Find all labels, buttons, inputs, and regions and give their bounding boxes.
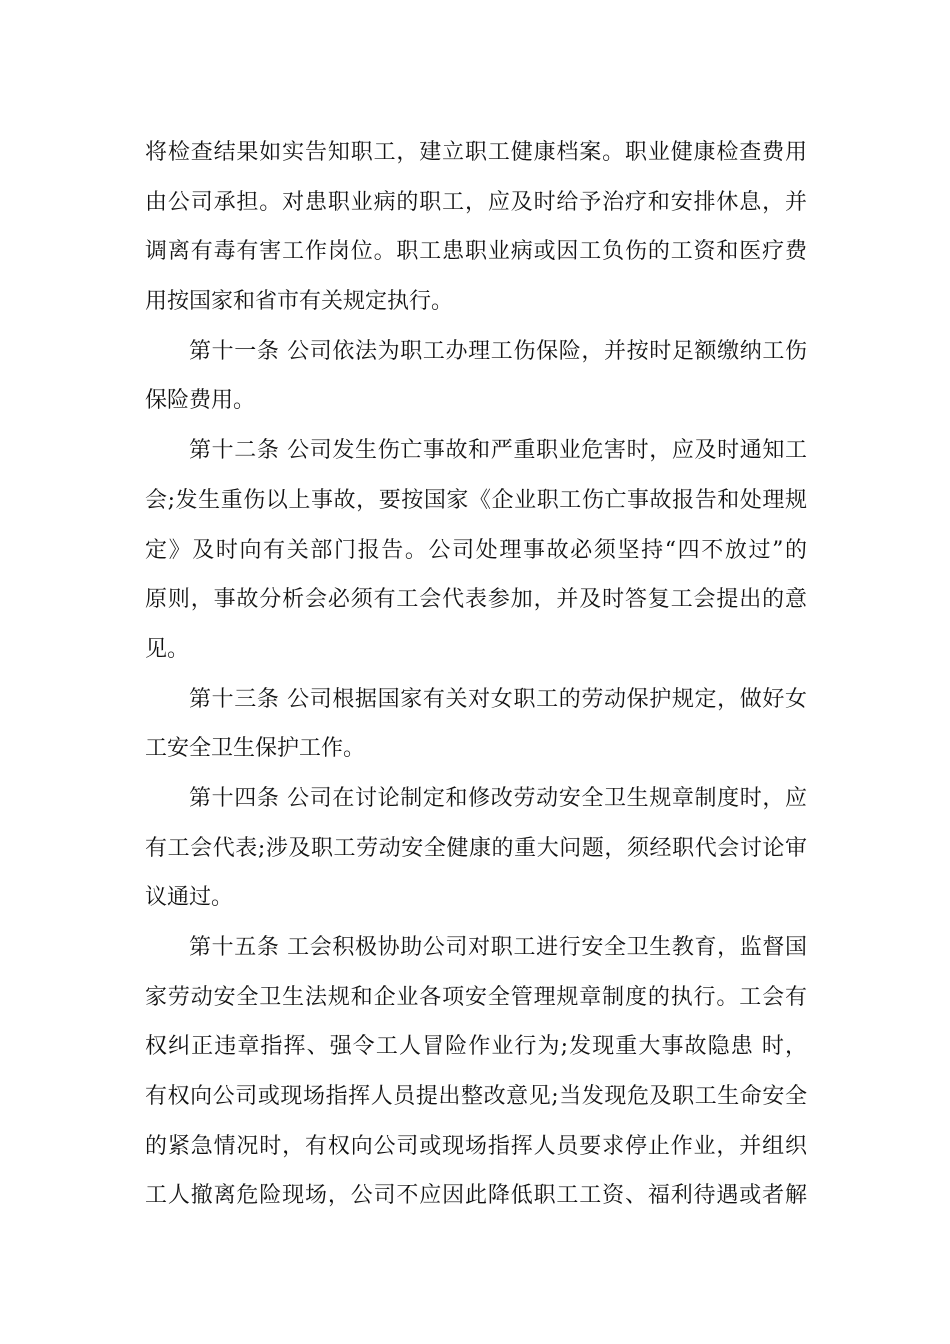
text-line: 议通过。 <box>145 885 234 911</box>
text-line: 将检查结果如实告知职工，建立职工健康档案。职业健康检查费用 <box>145 140 807 165</box>
text-line: 工人撤离危险现场，公司不应因此降低职工工资、福利待遇或者解 <box>145 1183 807 1209</box>
article-15-line: 第十五条 工会积极协助公司对职工进行安全卫生教育，监督国 <box>189 935 807 960</box>
document-body <box>145 128 807 1221</box>
text-line: 的紧急情况时，有权向公司或现场指挥人员要求停止作业，并组织 <box>145 1133 807 1159</box>
text-line: 原则，事故分析会必须有工会代表参加，并及时答复工会提出的意 <box>145 587 807 613</box>
text-line: 调离有毒有害工作岗位。职工患职业病或因工负伤的工资和医疗费 <box>145 239 807 265</box>
text-line: 定》及时向有关部门报告。公司处理事故必须坚持“四不放过”的 <box>145 537 807 563</box>
article-12-line: 第十二条 公司发生伤亡事故和严重职业危害时，应及时通知工 <box>189 438 807 464</box>
text-line: 见。 <box>145 636 190 662</box>
text-line: 有工会代表;涉及职工劳动安全健康的重大问题，须经职代会讨论审 <box>145 835 807 861</box>
text-line: 用按国家和省市有关规定执行。 <box>145 289 454 315</box>
article-14-line: 第十四条 公司在讨论制定和修改劳动安全卫生规章制度时，应 <box>189 785 807 811</box>
text-line: 工安全卫生保护工作。 <box>145 736 366 762</box>
text-line: 权纠正违章指挥、强令工人冒险作业行为;发现重大事故隐患 时， <box>145 1034 807 1060</box>
text-line: 由公司承担。对患职业病的职工，应及时给予治疗和安排休息，并 <box>145 189 807 215</box>
text-line: 有权向公司或现场指挥人员提出整改意见;当发现危及职工生命安全 <box>145 1084 807 1110</box>
text-line: 会;发生重伤以上事故，要按国家《企业职工伤亡事故报告和处理规 <box>145 487 807 513</box>
article-13-line: 第十三条 公司根据国家有关对女职工的劳动保护规定，做好女 <box>189 686 807 712</box>
text-line: 保险费用。 <box>145 388 256 414</box>
text-line: 家劳动安全卫生法规和企业各项安全管理规章制度的执行。工会有 <box>145 984 807 1010</box>
article-11-line: 第十一条 公司依法为职工办理工伤保险，并按时足额缴纳工伤 <box>189 338 807 364</box>
